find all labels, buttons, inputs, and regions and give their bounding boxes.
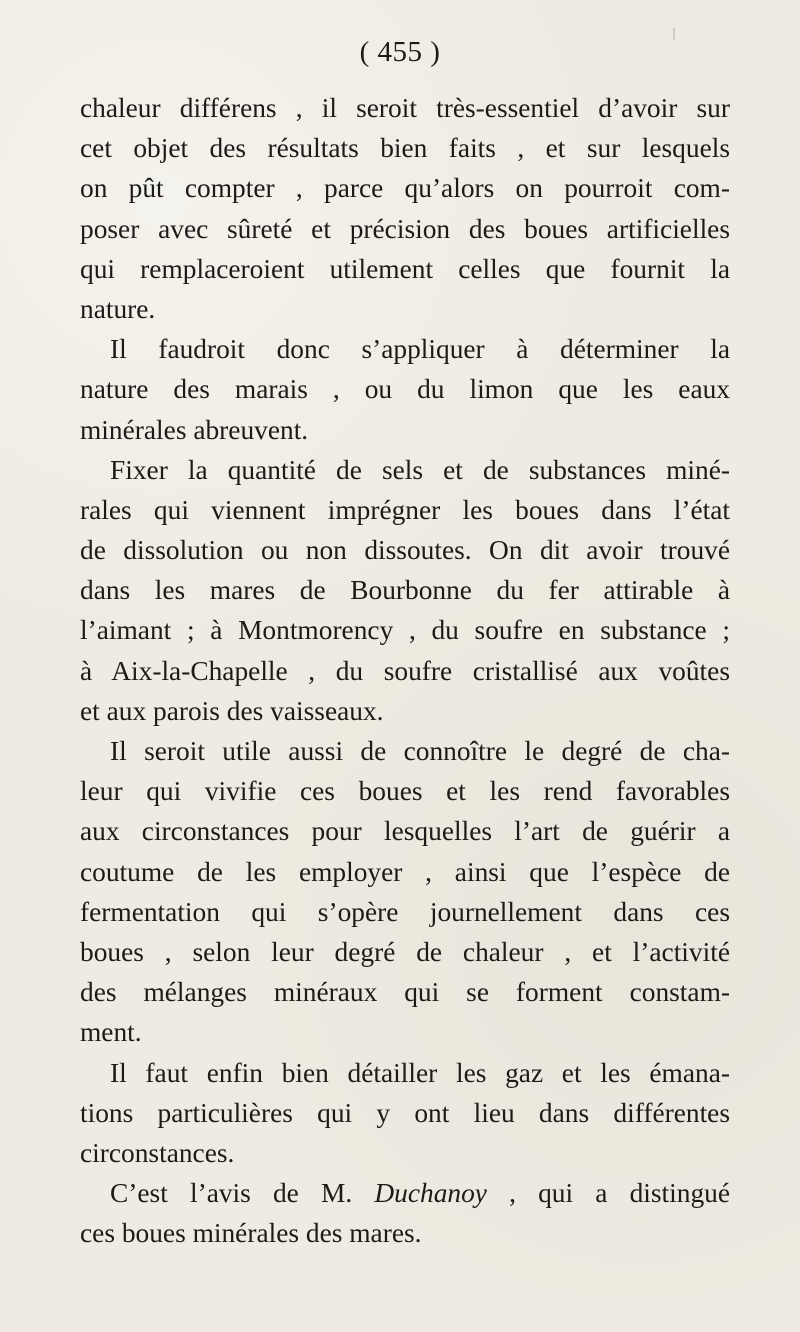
text-line: Fixer la quantité de sels et de substances miné- [110,454,730,485]
text-line: l’aimant ; à Montmorency , du soufre en substance ; [80,615,730,646]
text-line: leur qui vivifie ces boues et les rend favorables [80,776,730,807]
text-line: ces boues minérales des mares. [80,1218,422,1249]
text-line: chaleur différens , il seroit très-essentiel d’avoir sur [80,93,730,123]
text-line: ment. [80,1017,142,1048]
citation-suffix: , qui a distingué [486,1178,730,1209]
text-line-with-citation [80,1173,730,1213]
text-line: aux circonstances pour lesquelles l’art de guérir a [80,816,730,847]
citation-prefix: C’est l’avis de M. [110,1178,375,1209]
text-line: des mélanges minéraux qui se forment constam- [80,977,730,1008]
text-line: poser avec sûreté et précision des boues artificielles [80,213,730,244]
text-line: Il faut enfin bien détailler les gaz et les émana- [110,1057,730,1088]
author-name: Duchanoy [374,1178,487,1209]
text-line: coutume de les employer , ainsi que l’espèce de [80,856,730,887]
page-number: ( 455 ) [359,36,441,68]
text-line: circonstances. [80,1137,235,1168]
text-line: minérales abreuvent. [80,414,309,445]
text-line: qui remplaceroient utilement celles que fournit la [80,253,730,284]
text-line: nature des marais , ou du limon que les eaux [80,374,730,405]
text-line: Il seroit utile aussi de connoître le degré de cha- [110,736,730,766]
text-line: nature. [80,293,156,324]
text-line: tions particulières qui y ont lieu dans différentes [80,1097,730,1128]
text-line: et aux parois des vaisseaux. [80,695,384,726]
body-text [80,88,730,1253]
text-line: à Aix-la-Chapelle , du soufre cristallisé aux voûtes [80,655,730,686]
text-line: Il faudroit donc s’appliquer à déterminer la [110,334,730,365]
text-line: dans les mares de Bourbonne du fer attirable à [80,575,730,606]
text-line: de dissolution ou non dissoutes. On dit avoir trouvé [80,535,730,566]
text-line: rales qui viennent imprégner les boues dans l’état [80,494,730,525]
text-line: on pût compter , parce qu’alors on pourroit com- [80,173,730,204]
text-line: boues , selon leur degré de chaleur , et l’activité [80,936,730,967]
text-line: cet objet des résultats bien faits , et sur lesquels [80,133,730,164]
text-line: fermentation qui s’opère journellement dans ces [80,896,730,927]
